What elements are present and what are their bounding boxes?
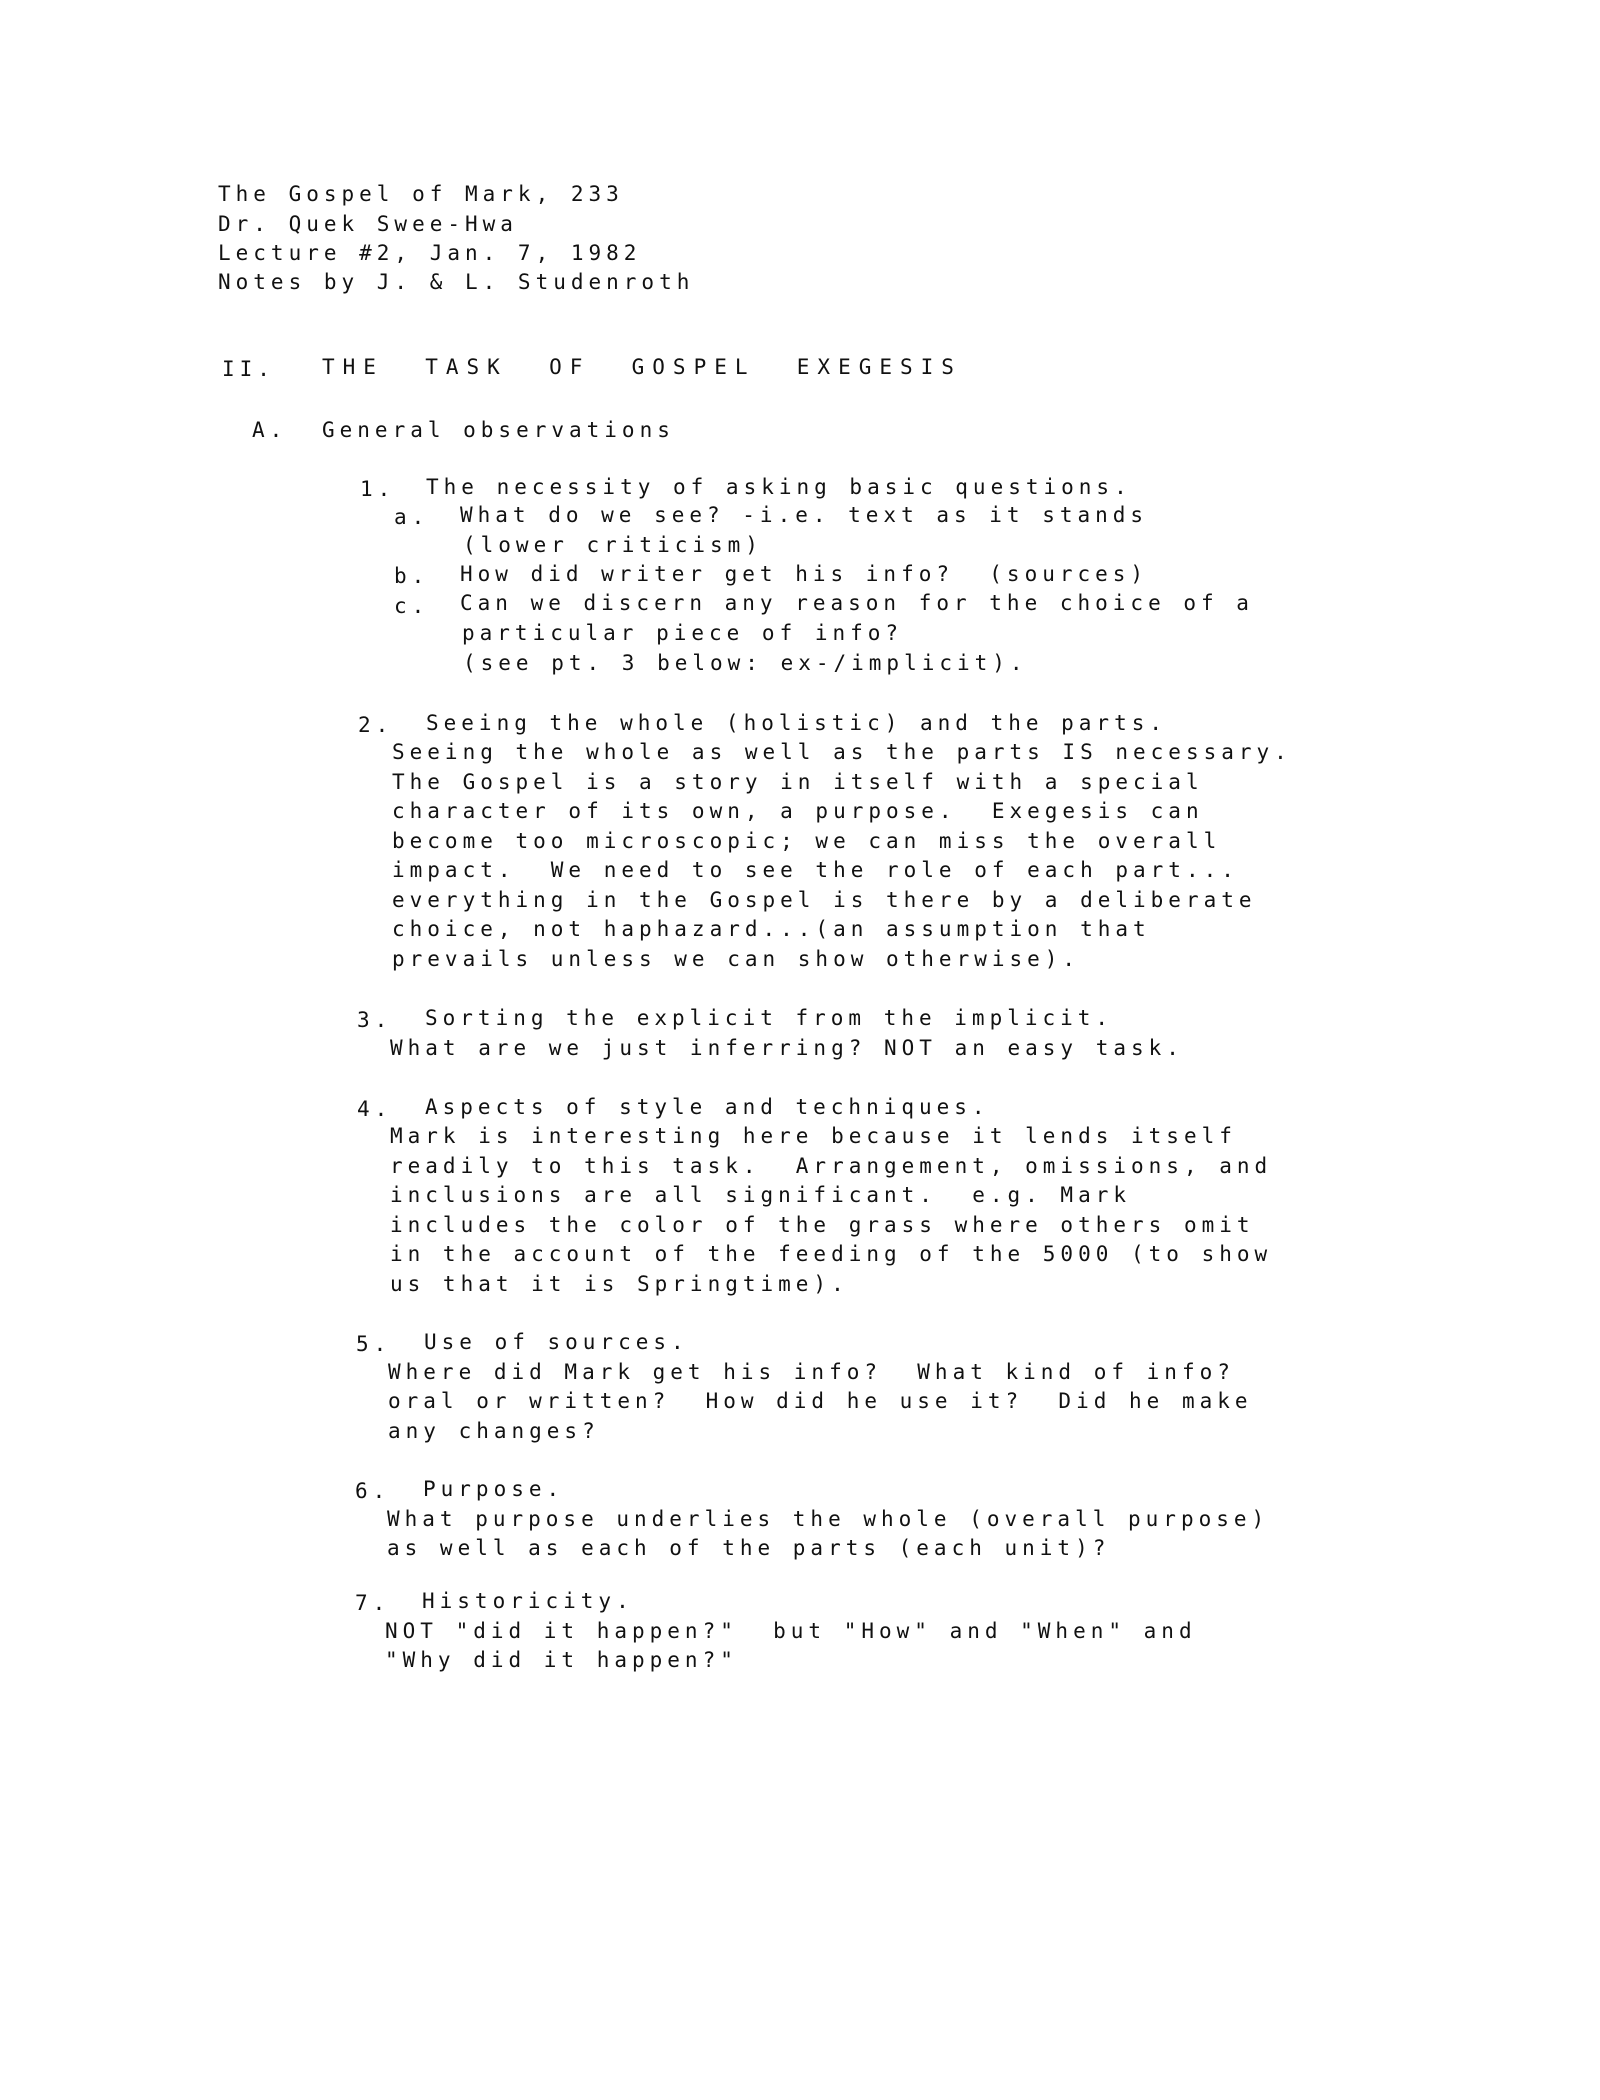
item-body-line: oral or written? How did he use it? Did he make [388, 1389, 1253, 1413]
course-title: The Gospel of Mark, 233 [218, 182, 624, 206]
item-number: 1. [360, 477, 396, 501]
item-heading: The necessity of asking basic questions. [426, 475, 1132, 499]
sub-item-letter: c. [394, 594, 430, 618]
notes-by: Notes by J. & L. Studenroth [218, 270, 695, 294]
sub-item-text: How did writer get his info? (sources) [460, 562, 1149, 586]
item-body-line: NOT "did it happen?" but "How" and "When" and [385, 1619, 1197, 1643]
subsection-letter: A. [252, 418, 288, 442]
sub-item-letter: b. [394, 564, 430, 588]
item-body-line: everything in the Gospel is there by a deliberate [392, 888, 1257, 912]
item-heading: Aspects of style and techniques. [425, 1095, 990, 1119]
item-number: 4. [357, 1097, 393, 1121]
item-number: 5. [356, 1332, 392, 1356]
item-body-line: choice, not haphazard...(an assumption that [392, 917, 1151, 941]
lecture-date: Lecture #2, Jan. 7, 1982 [218, 241, 642, 265]
subsection-title: General observations [322, 418, 675, 442]
sub-item-text: particular piece of info? [462, 621, 904, 645]
item-heading: Purpose. [423, 1477, 565, 1501]
item-number: 2. [358, 713, 394, 737]
item-body-line: as well as each of the parts (each unit)? [387, 1536, 1111, 1560]
item-body-line: impact. We need to see the role of each part... [392, 858, 1239, 882]
item-number: 3. [357, 1008, 393, 1032]
sub-item-text: (lower criticism) [463, 533, 763, 557]
item-body-line: in the account of the feeding of the 5000 (to show [390, 1242, 1273, 1266]
item-heading: Historicity. [422, 1589, 634, 1613]
instructor: Dr. Quek Swee-Hwa [218, 212, 518, 236]
sub-item-text: What do we see? -i.e. text as it stands [460, 503, 1149, 527]
sub-item-text: Can we discern any reason for the choice of a [460, 591, 1254, 615]
sub-item-letter: a. [394, 505, 430, 529]
item-body-line: "Why did it happen?" [385, 1648, 738, 1672]
item-body-line: What purpose underlies the whole (overall purpose) [387, 1507, 1270, 1531]
item-body-line: readily to this task. Arrangement, omissions, and [390, 1154, 1273, 1178]
item-body-line: prevails unless we can show otherwise). [392, 947, 1081, 971]
item-heading: Sorting the explicit from the implicit. [425, 1006, 1114, 1030]
item-body-line: any changes? [388, 1419, 600, 1443]
item-body-line: Where did Mark get his info? What kind of info? [388, 1360, 1235, 1384]
item-body-line: character of its own, a purpose. Exegesis can [392, 799, 1204, 823]
item-body-line: Mark is interesting here because it lends itself [390, 1124, 1237, 1148]
sub-item-text: (see pt. 3 below: ex-/implicit). [463, 651, 1028, 675]
item-body-line: us that it is Springtime). [390, 1272, 849, 1296]
item-body-line: Seeing the whole as well as the parts IS necessary. [392, 740, 1292, 764]
section-title: THE TASK OF GOSPEL EXEGESIS [322, 355, 962, 379]
item-heading: Use of sources. [424, 1330, 689, 1354]
item-body-line: become too microscopic; we can miss the overall [392, 829, 1222, 853]
section-numeral: II. [222, 357, 275, 381]
item-body-line: The Gospel is a story in itself with a special [392, 770, 1204, 794]
item-number: 7. [355, 1591, 391, 1615]
item-body-line: inclusions are all significant. e.g. Mark [390, 1183, 1132, 1207]
item-number: 6. [355, 1479, 391, 1503]
item-heading: Seeing the whole (holistic) and the parts. [426, 711, 1168, 735]
item-body-line: What are we just inferring? NOT an easy task. [390, 1036, 1184, 1060]
item-body-line: includes the color of the grass where others omit [390, 1213, 1255, 1237]
